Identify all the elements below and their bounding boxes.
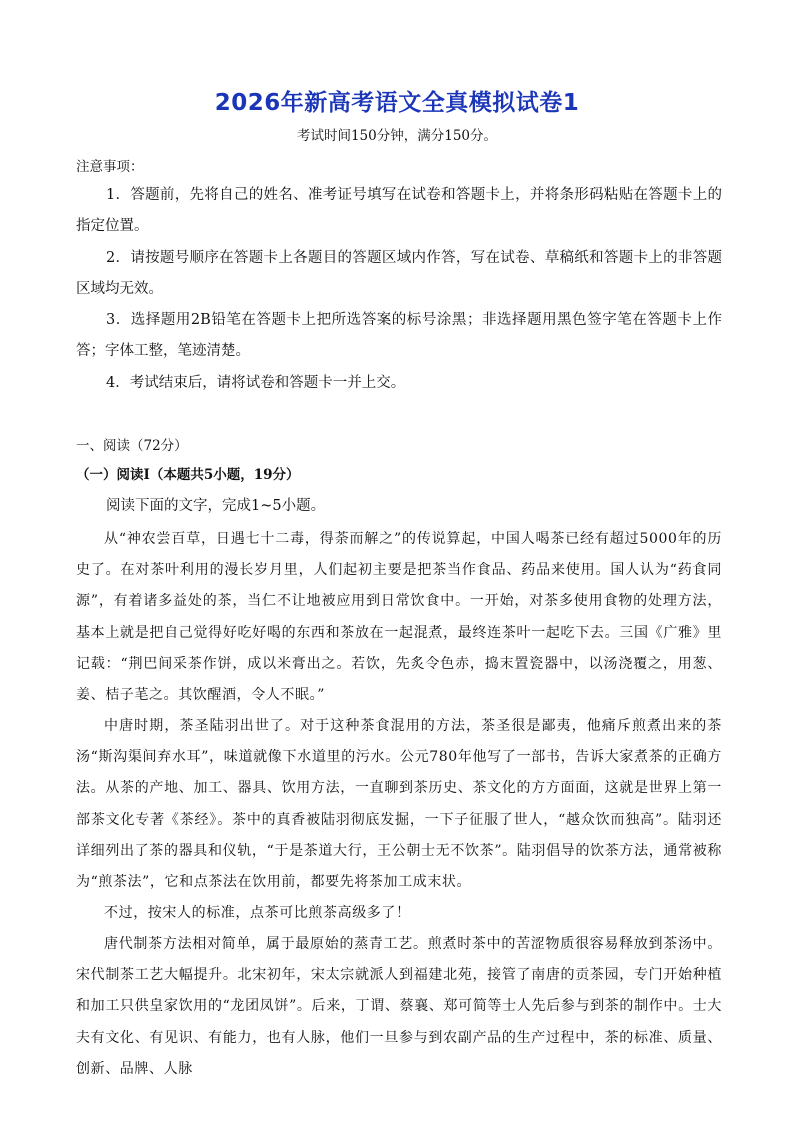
- passage-paragraph-1: 从“神农尝百草，日遇七十二毒，得荼而解之”的传说算起，中国人喝茶已经有超过5000年的历史了。在对茶叶利用的漫长岁月里，人们起初主要是把茶当作食品、药品来使用。国人认为“药食同源”，有着诸多益处的茶，当仁不让地被应用到日常饮食中。一开始，对茶多使用食物的处理方法，基本上就是把自己觉得好吃好喝的东西和茶放在一起混煮，最终连茶叶一起吃下去。三国《广雅》里记载：“荆巴间采茶作饼，成以米膏出之。若饮，先炙令色赤，捣末置瓷器中，以汤浇覆之，用葱、姜、桔子芼之。其饮醒酒，令人不眠。”: [76, 531, 722, 704]
- passage-paragraph-4: 唐代制茶方法相对简单，属于最原始的蒸青工艺。煎煮时茶中的苦涩物质很容易释放到茶汤中。宋代制茶工艺大幅提升。北宋初年，宋太宗就派人到福建北苑，接管了南唐的贡茶园，专门开始种植和加工只供皇家饮用的“龙团凤饼”。后来，丁谓、蔡襄、郑可简等士人先后参与到茶的制作中。士大夫有文化、有见识、有能力，也有人脉，他们一旦参与到农副产品的生产过程中，茶的标准、质量、创新、品牌、人脉: [76, 936, 722, 1077]
- note-item-1: 1．答题前，先将自己的姓名、准考证号填写在试卷和答题卡上，并将条形码粘贴在答题卡上的指定位置。: [76, 187, 722, 234]
- subsection-heading: （一）阅读Ⅰ（本题共5小题，19分）: [76, 467, 300, 483]
- exam-info: 考试时间150分钟，满分150分。: [296, 128, 498, 144]
- page-title: 2026年新高考语文全真模拟试卷1: [214, 90, 580, 116]
- notes-heading: 注意事项：: [76, 159, 144, 175]
- note-item-4: 4．考试结束后，请将试卷和答题卡一并上交。: [106, 375, 406, 391]
- reading-instruction: 阅读下面的文字，完成1~5小题。: [106, 498, 326, 514]
- passage-paragraph-3: 不过，按宋人的标准，点茶可比煎茶高级多了！: [104, 905, 411, 921]
- section-heading: 一、阅读（72分）: [76, 438, 188, 454]
- passage-paragraph-2: 中唐时期，茶圣陆羽出世了。对于这种茶食混用的方法，茶圣很是鄙夷，他痛斥煎煮出来的茶汤“斯沟渠间弃水耳”，味道就像下水道里的污水。公元780年他写了一部书，告诉大家煮茶的正确方法。从茶的产地、加工、器具、饮用方法，一直聊到茶历史、茶文化的方方面面，这就是世界上第一部茶文化专著《茶经》。茶中的真香被陆羽彻底发掘，一下子征服了世人，“越众饮而独高”。陆羽还详细列出了茶的器具和仪轨，“于是茶道大行，王公朝士无不饮茶”。陆羽倡导的饮茶方法，通常被称为“煎茶法”，它和点茶法在饮用前，都要先将茶加工成末状。: [76, 718, 722, 891]
- note-item-2: 2．请按题号顺序在答题卡上各题目的答题区域内作答，写在试卷、草稿纸和答题卡上的非答题区域均无效。: [76, 250, 722, 297]
- note-item-3: 3．选择题用2B铅笔在答题卡上把所选答案的标号涂黑；非选择题用黑色签字笔在答题卡上作答；字体工整，笔迹清楚。: [76, 312, 722, 359]
